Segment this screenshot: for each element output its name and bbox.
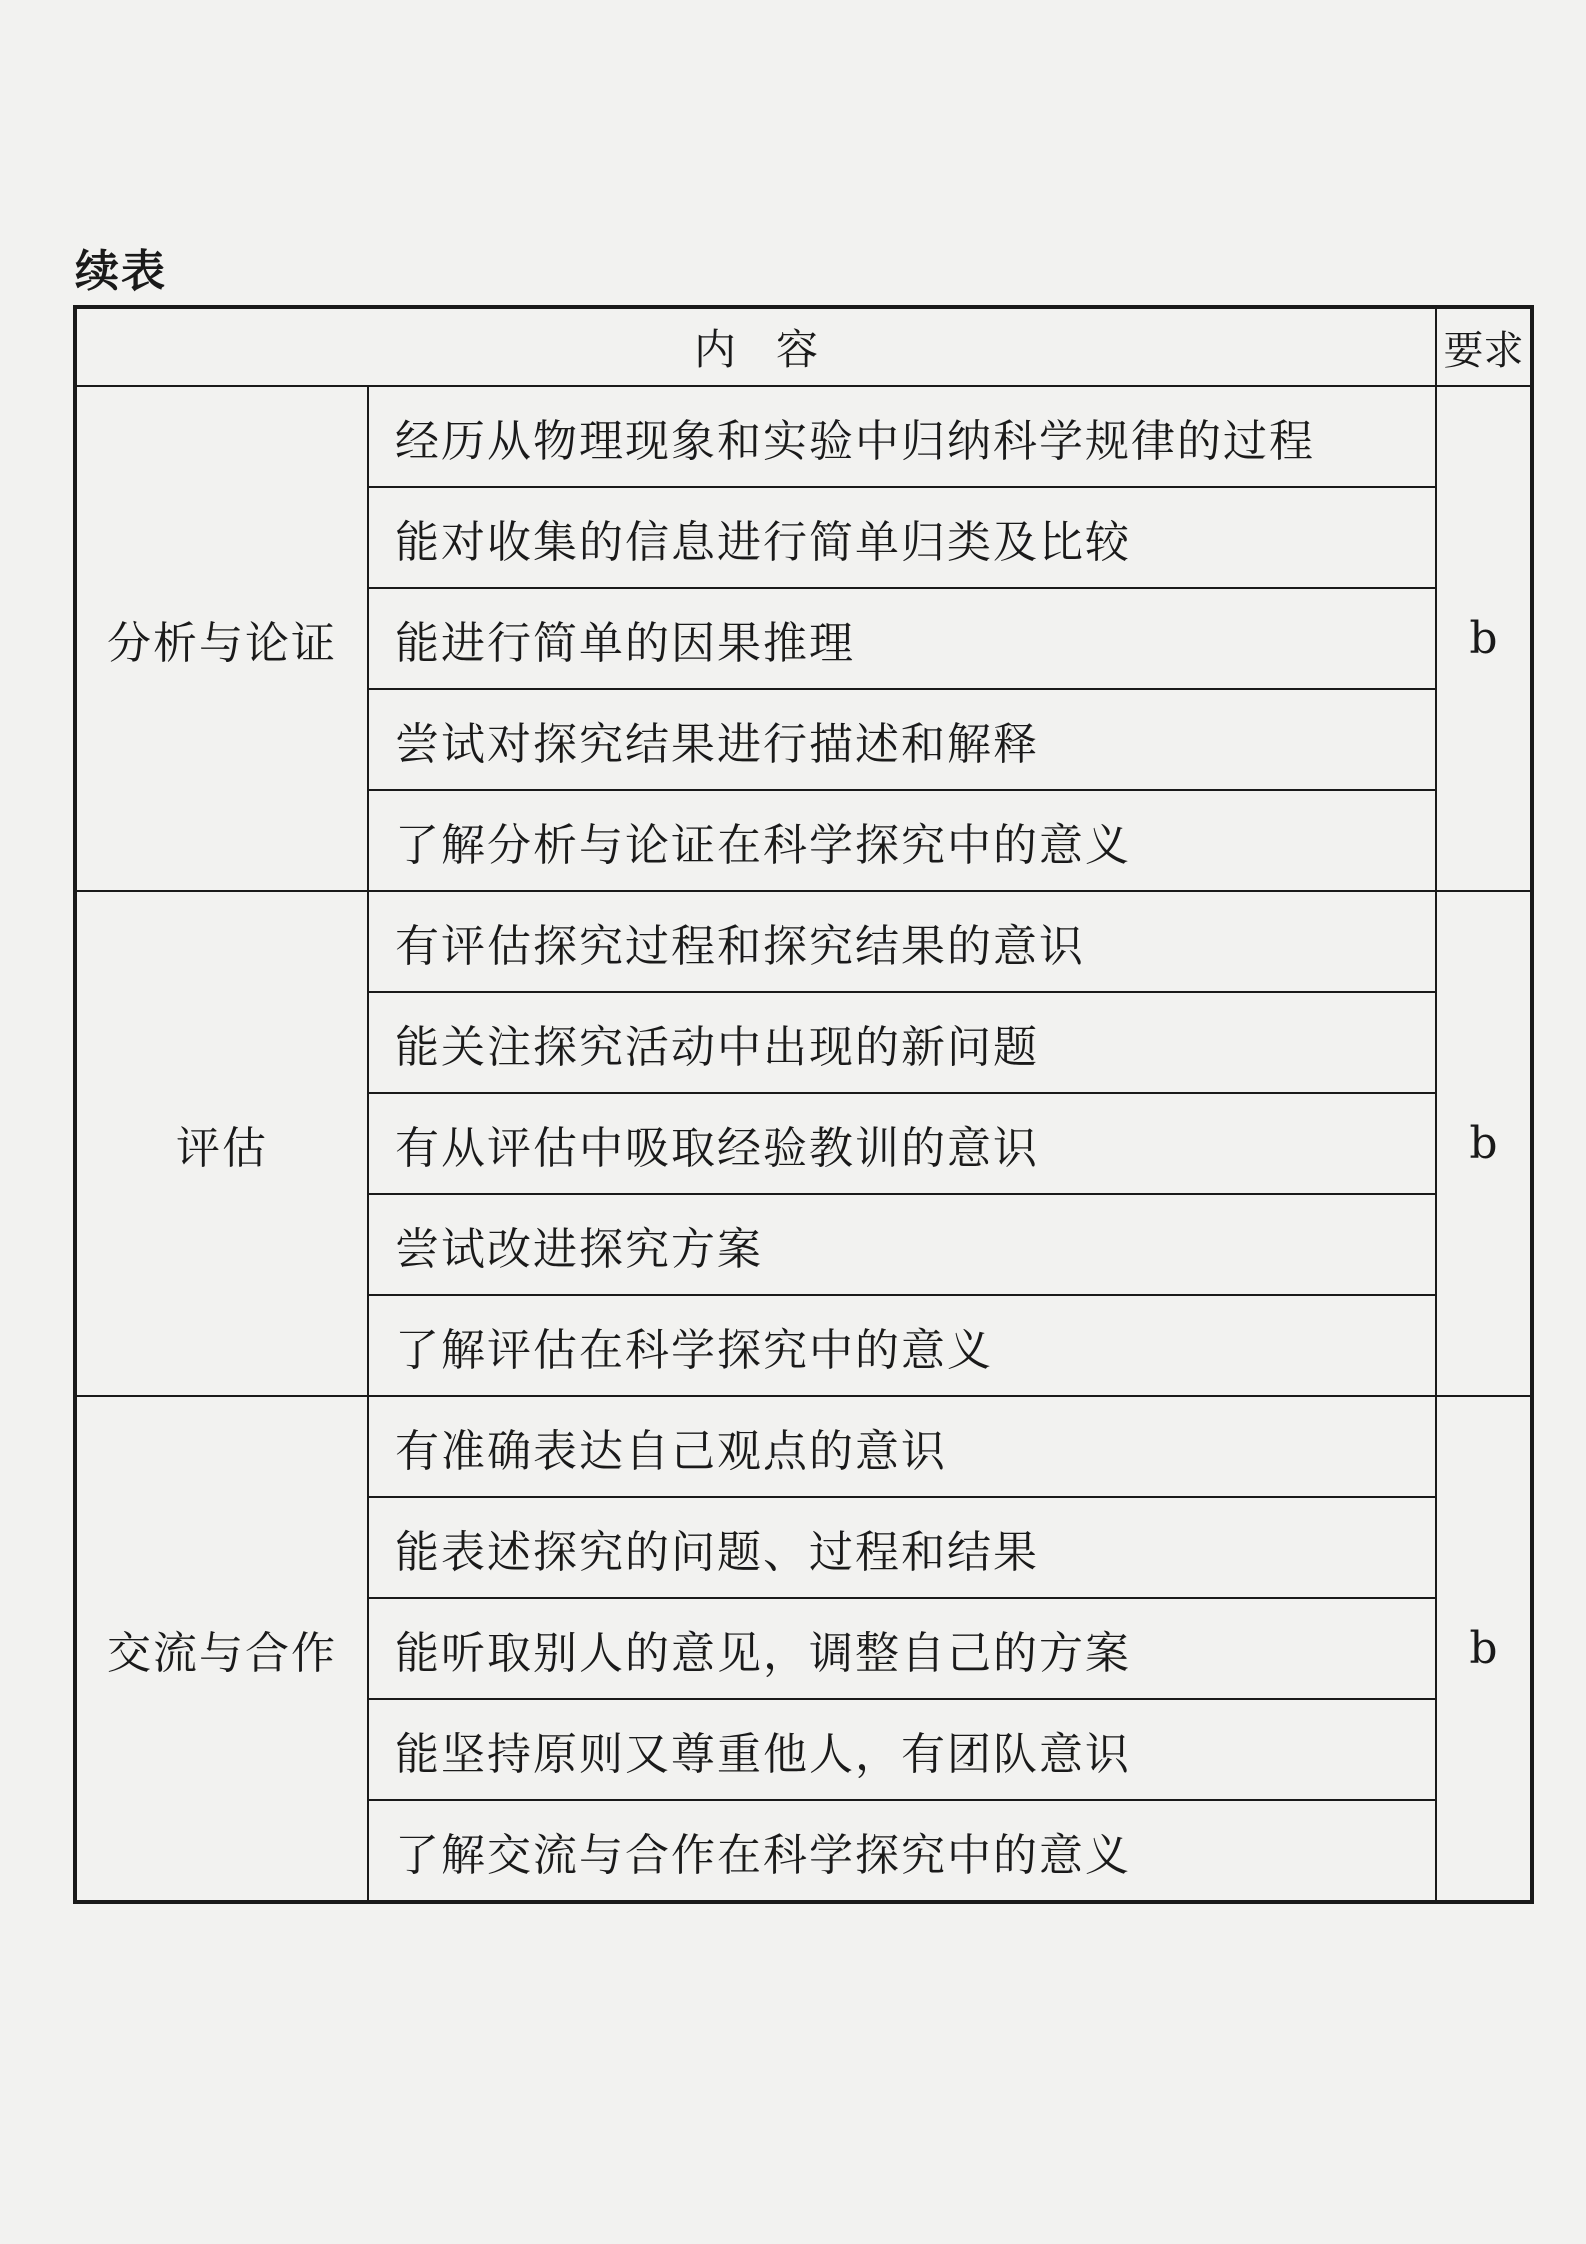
category-cell: 交流与合作 [75,1396,368,1902]
item-cell: 有评估探究过程和探究结果的意识 [368,891,1436,992]
category-cell: 评估 [75,891,368,1396]
requirement-cell: b [1436,386,1532,891]
category-cell: 分析与论证 [75,386,368,891]
item-cell: 能进行简单的因果推理 [368,588,1436,689]
item-cell: 经历从物理现象和实验中归纳科学规律的过程 [368,386,1436,487]
page-heading: 续表 [75,246,167,297]
table-row [75,1396,1532,1497]
item-cell: 能关注探究活动中出现的新问题 [368,992,1436,1093]
item-cell: 尝试对探究结果进行描述和解释 [368,689,1436,790]
item-cell: 了解评估在科学探究中的意义 [368,1295,1436,1396]
item-cell: 能对收集的信息进行简单归类及比较 [368,487,1436,588]
item-cell: 能坚持原则又尊重他人，有团队意识 [368,1699,1436,1800]
requirement-cell: b [1436,1396,1532,1902]
item-cell: 能表述探究的问题、过程和结果 [368,1497,1436,1598]
item-cell: 能听取别人的意见，调整自己的方案 [368,1598,1436,1699]
item-cell: 尝试改进探究方案 [368,1194,1436,1295]
table-header-row [75,307,1532,386]
header-content: 内容 [75,307,1436,386]
item-cell: 有准确表达自己观点的意识 [368,1396,1436,1497]
item-cell: 了解交流与合作在科学探究中的意义 [368,1800,1436,1902]
header-requirement: 要求 [1436,307,1532,386]
table-row [75,386,1532,487]
item-cell: 有从评估中吸取经验教训的意识 [368,1093,1436,1194]
content-table [73,305,1534,1904]
item-cell: 了解分析与论证在科学探究中的意义 [368,790,1436,891]
requirement-cell: b [1436,891,1532,1396]
table-row [75,891,1532,992]
